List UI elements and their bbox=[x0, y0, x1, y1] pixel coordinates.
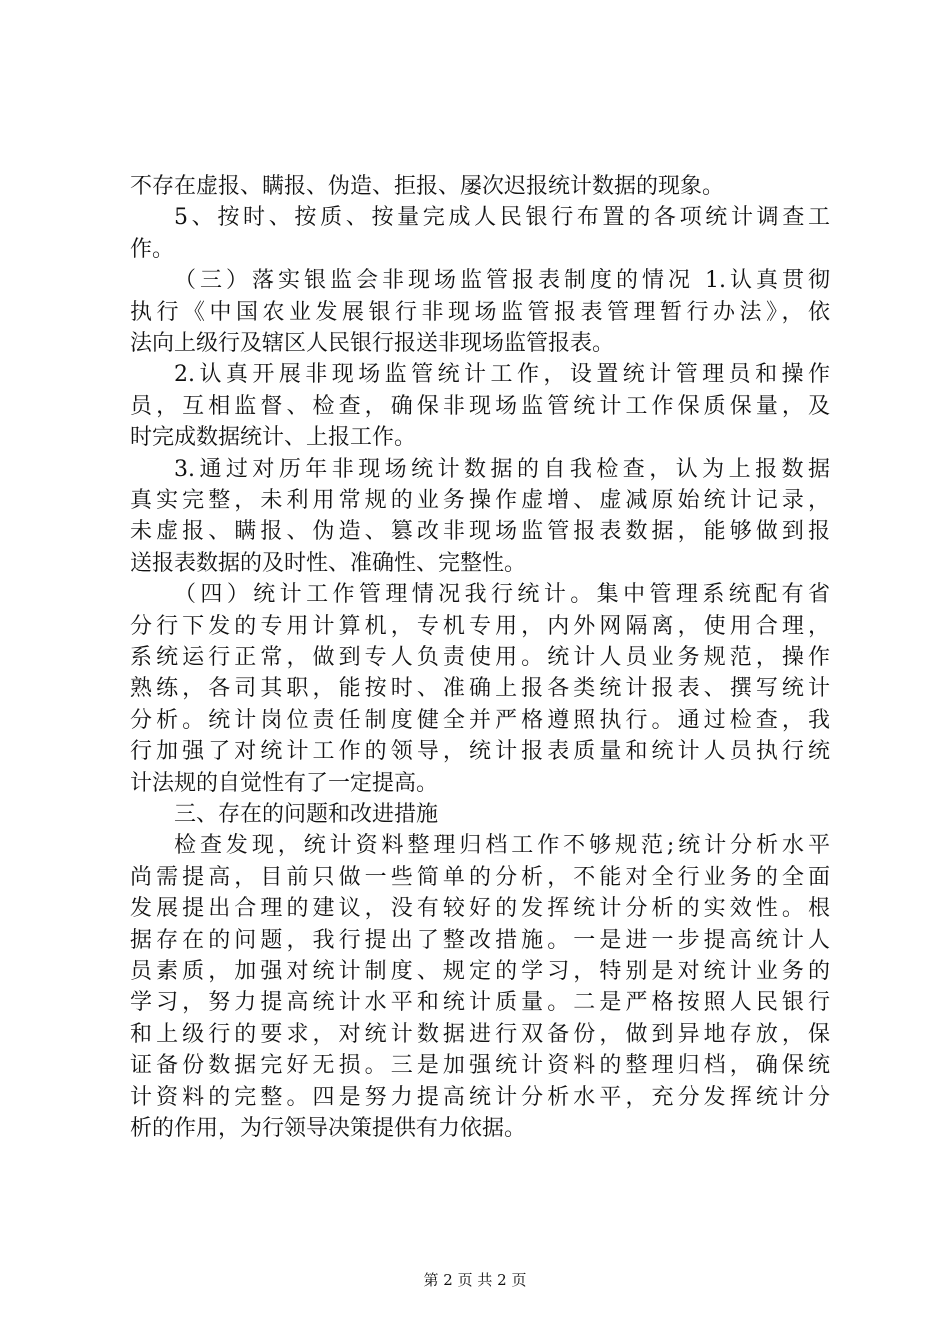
text-line: 三、存在的问题和改进措施 bbox=[174, 802, 439, 827]
text-line: 分行下发的专用计算机，专机专用，内外网隔离，使用合理， bbox=[130, 613, 830, 639]
text-line: 未虚报、瞒报、伪造、篡改非现场监管报表数据，能够做到报 bbox=[130, 519, 830, 545]
text-line: 执行《中国农业发展银行非现场监管报表管理暂行办法》，依 bbox=[130, 299, 830, 325]
text-line: 行加强了对统计工作的领导，统计报表质量和统计人员执行统 bbox=[130, 739, 830, 765]
text-line: 证备份数据完好无损。三是加强统计资料的整理归档，确保统 bbox=[130, 1053, 830, 1079]
text-line: 发展提出合理的建议，没有较好的发挥统计分析的实效性。根 bbox=[130, 896, 830, 922]
text-line: （三）落实银监会非现场监管报表制度的情况 1.认真贯彻 bbox=[174, 268, 830, 294]
text-line: 时完成数据统计、上报工作。 bbox=[130, 425, 417, 451]
text-line: 析的作用，为行领导决策提供有力依据。 bbox=[130, 1116, 527, 1141]
text-line: 熟练，各司其职，能按时、准确上报各类统计报表、撰写统计 bbox=[130, 676, 830, 702]
text-line: 真实完整，未利用常规的业务操作虚增、虚减原始统计记录， bbox=[130, 488, 830, 513]
text-line: 3.通过对历年非现场统计数据的自我检查，认为上报数据 bbox=[174, 456, 830, 482]
text-line: 5、按时、按质、按量完成人民银行布置的各项统计调查工 bbox=[174, 205, 830, 231]
text-line: 和上级行的要求，对统计数据进行双备份，做到异地存放，保 bbox=[130, 1021, 830, 1047]
text-line: 不存在虚报、瞒报、伪造、拒报、屡次迟报统计数据的现象。 bbox=[130, 174, 725, 199]
text-line: 2.认真开展非现场监管统计工作，设置统计管理员和操作 bbox=[174, 362, 830, 388]
text-line: 员，互相监督、检查，确保非现场监管统计工作保质保量，及 bbox=[130, 393, 830, 419]
text-line: 法向上级行及辖区人民银行报送非现场监管报表。 bbox=[130, 331, 615, 356]
text-line: 系统运行正常，做到专人负责使用。统计人员业务规范，操作 bbox=[130, 645, 830, 670]
text-line: 学习，努力提高统计水平和统计质量。二是严格按照人民银行 bbox=[130, 990, 830, 1016]
text-line: （四）统计工作管理情况我行统计。集中管理系统配有省 bbox=[174, 582, 830, 608]
text-line: 送报表数据的及时性、准确性、完整性。 bbox=[130, 550, 527, 576]
text-line: 检查发现，统计资料整理归档工作不够规范;统计分析水平 bbox=[174, 833, 830, 859]
text-line: 据存在的问题，我行提出了整改措施。一是进一步提高统计人 bbox=[130, 927, 830, 953]
text-line: 计法规的自觉性有了一定提高。 bbox=[130, 770, 439, 796]
text-line: 尚需提高，目前只做一些简单的分析，不能对全行业务的全面 bbox=[130, 864, 830, 890]
text-line: 员素质，加强对统计制度、规定的学习，特别是对统计业务的 bbox=[130, 959, 830, 984]
text-line: 分析。统计岗位责任制度健全并严格遵照执行。通过检查，我 bbox=[130, 707, 830, 733]
text-line: 作。 bbox=[130, 236, 175, 262]
page-footer: 第 2 页 共 2 页 bbox=[423, 1271, 527, 1289]
text-line: 计资料的完整。四是努力提高统计分析水平，充分发挥统计分 bbox=[130, 1084, 830, 1110]
